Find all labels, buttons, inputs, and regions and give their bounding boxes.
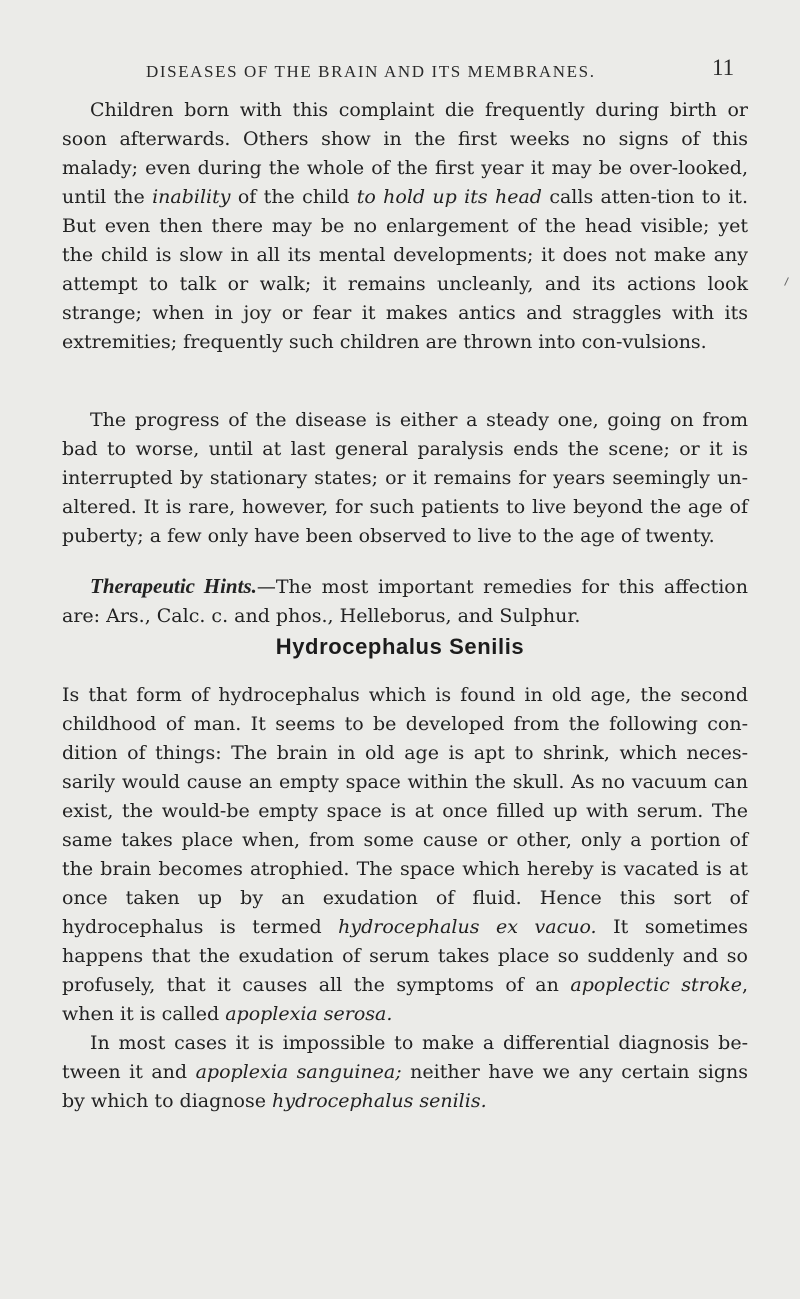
paragraph-2-text: The progress of the disease is either a steady one, going on from bad to worse, until at last general paralysis ends the scene; or it is interrupted by stationary states; or it remains for years seemingly un-altered. It is rare, however, for such patients to live beyond the age of puberty; a few only have been observed to live to the age of twenty. bbox=[62, 409, 748, 547]
paragraph-3-text: —The most important remedies for this affection are: Ars., Calc. c. and phos., Helleborus, and Sulphur. bbox=[62, 576, 748, 627]
page-number: 11 bbox=[712, 55, 735, 80]
paragraph-5-text-b: neither have we any certain signs by which to diagnose bbox=[62, 1061, 748, 1112]
paragraph-4-emphasis-b: apoplectic stroke bbox=[570, 974, 742, 996]
paragraph-5-text-a: In most cases it is impossible to make a differential diagnosis be-tween it and bbox=[62, 1032, 748, 1083]
paragraph-5-emphasis-a: apoplexia sanguinea; bbox=[195, 1061, 402, 1083]
margin-mark bbox=[784, 277, 789, 286]
paragraph-4-text-b: It sometimes happens that the exudation of serum takes place so suddenly and so profusely, that it causes all the symptoms of an bbox=[62, 916, 748, 996]
paragraph-4-text-c: , when it is called bbox=[62, 974, 748, 1025]
paragraph-1-emphasis-a: inability bbox=[152, 186, 231, 208]
paragraph-4-emphasis-a: hydrocephalus ex vacuo. bbox=[338, 916, 597, 938]
paragraph-1-text-a: Children born with this complaint die frequently during birth or soon afterwards. Others show in the first weeks no signs of this malady; even during the whole of the first year it may be over-looked, until the bbox=[62, 99, 748, 208]
paragraph-1-text-c: calls atten-tion to it. But even then there may be no enlargement of the head visible; yet the child is slow in all its mental developments; it does not make any attempt to talk or walk; it remains uncleanly, and its actions look strange; when in joy or fear it makes antics and straggles with its extremities; frequently such children are thrown into con-vulsions. bbox=[62, 186, 748, 353]
therapeutic-hints-heading: Therapeutic Hints. bbox=[90, 574, 257, 598]
paragraph-1 bbox=[62, 96, 748, 357]
paragraph-3 bbox=[62, 572, 748, 631]
paragraph-4-emphasis-c: apoplexia serosa. bbox=[225, 1003, 393, 1025]
paragraph-1-emphasis-b: to hold up its head bbox=[356, 186, 542, 208]
paragraph-5-emphasis-b: hydrocephalus senilis. bbox=[271, 1090, 487, 1112]
paragraph-2 bbox=[62, 406, 748, 551]
running-head: DISEASES OF THE BRAIN AND ITS MEMBRANES. bbox=[146, 62, 596, 81]
paragraph-4 bbox=[62, 681, 748, 1116]
paragraph-4-text-a: Is that form of hydrocephalus which is found in old age, the second childhood of man. It seems to be developed from the following con-dition of things: The brain in old age is apt to shrink, which neces-sarily would cause an empty space within the skull. As no vacuum can exist, the would-be empty space is at once filled up with serum. The same takes place when, from some cause or other, only a portion of the brain becomes atrophied. The space which hereby is vacated is at once taken up by an exudation of fluid. Hence this sort of hydrocephalus is termed bbox=[62, 684, 748, 938]
section-heading: Hydrocephalus Senilis bbox=[275, 634, 525, 659]
paragraph-1-text-b: of the child bbox=[230, 186, 357, 208]
